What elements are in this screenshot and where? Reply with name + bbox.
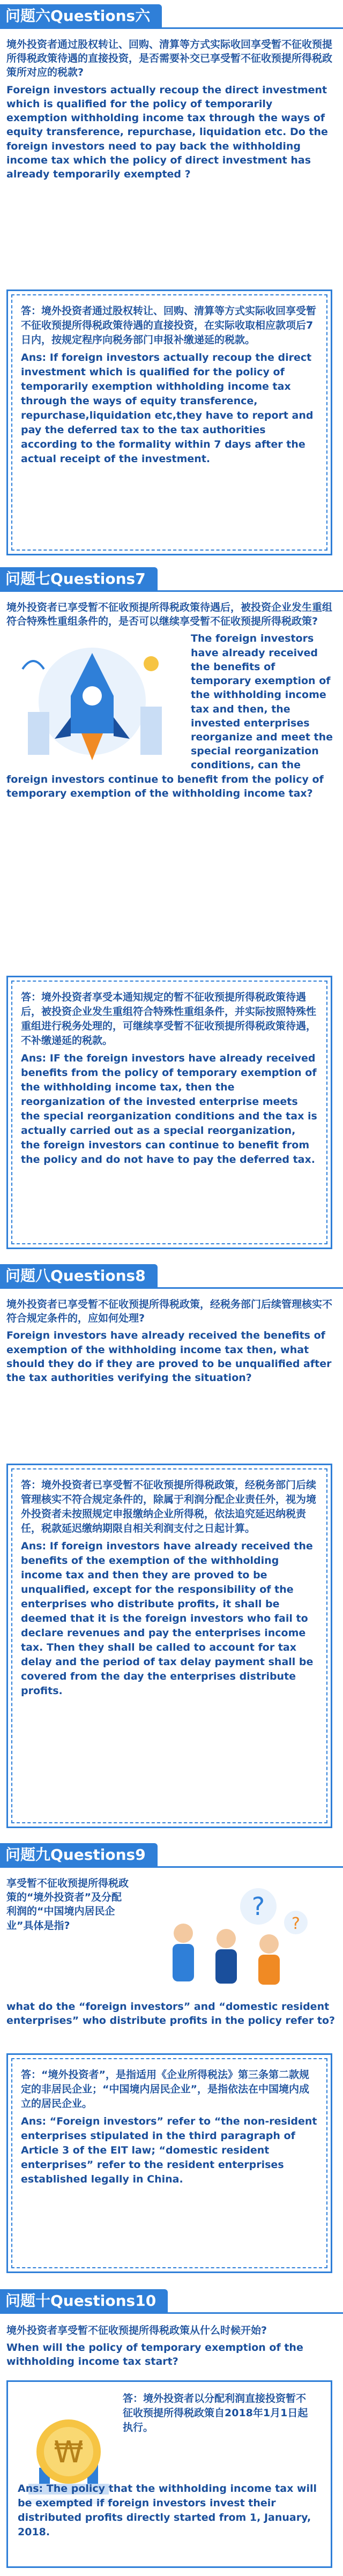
section-header-8: [0, 1260, 343, 1294]
question-10-en: When will the policy of temporary exemption of the withholding income tax start?: [6, 2342, 303, 2368]
answer-8-en: Ans: If foreign investors have already received the benefits of the exemption of the withholding income tax and then they are proved to be unqualified, except for the responsibility of the enterprises who distribute profits, it shall be deemed that it is the foreign investors who fail to declare revenues and pay the enterprises income tax. Then they shall be called to account for tax delay and the period of tax delay payment shall be covered from the day the enterprises distribute profits.: [21, 1540, 314, 1697]
answer-box-6: [6, 289, 332, 555]
question-7: [6, 600, 337, 970]
section-header-9: [0, 1839, 343, 1873]
question-8: [6, 1297, 337, 1385]
section-header-7: [0, 563, 343, 597]
question-9-en: what do the “foreign investors” and “domestic resident enterprises” who distribute profits in the policy refer to?: [6, 2001, 335, 2027]
question-9-cn: 享受暂不征收预提所得税政策的“境外投资者”及分配利润的“中国境内居民企业”具体是指?: [6, 1877, 129, 1932]
answer-box-7: [6, 976, 332, 1249]
rocket-illustration-icon: [6, 632, 183, 766]
section-header-10: [0, 2285, 343, 2319]
answer-10-cn: 答：境外投资者以分配利润直接投资暂不征收预提所得税政策自2018年1月1日起执行。: [123, 2393, 308, 2433]
answer-8-cn: 答：境外投资者已享受暂不征收预提所得税政策，经税务部门后续管理核实不符合规定条件的，除属于利润分配企业责任外，视为境外投资者未按照规定申报缴纳企业所得税，依法追究延迟纳税责任，税款延迟缴纳期限自相关利润支付之日起计算。: [21, 1479, 317, 1534]
answer-9-en: Ans: “Foreign investors” refer to “the non-resident enterprises stipulated in the third paragraph of Article 3 of the EIT law; “domestic resident enterprises” refer to the resident enterprises established legally in China.: [21, 2115, 317, 2185]
question-6-cn: 境外投资者通过股权转让、回购、清算等方式实际收回享受暂不征收预提所得税政策待遇的直接投资，是否需要补交已享受暂不征收预提所得税政策所对应的税款?: [6, 39, 333, 79]
svg-text:?: ?: [292, 1914, 300, 1933]
answer-7-cn: 答：境外投资者享受本通知规定的暂不征收预提所得税政策待遇后，被投资企业发生重组符合特殊性重组条件，并实际按照特殊性重组进行税务处理的，可继续享受暂不征收预提所得税政策待遇，不补缴递延的税款。: [21, 991, 317, 1046]
answer-9-cn: 答：“境外投资者”，是指适用《企业所得税法》第三条第二款规定的非居民企业；“中国境内居民企业”，是指依法在中国境内成立的居民企业。: [21, 2069, 309, 2110]
question-8-cn: 境外投资者已享受暂不征收预提所得税政策，经税务部门后续管理核实不符合规定条件的，应如何处理?: [6, 1298, 333, 1325]
answer-7-en: Ans: IF the foreign investors have already received benefits from the policy of temporary exemption of the withholding income tax, then the reorganization of the invested enterprise meets the special reorganization conditions and the tax is actually carried out as a special reorganization, the foreign investors can continue to benefit from the policy and do not have to pay the deferred tax.: [21, 1052, 317, 1165]
section-title-8: 问题八Questions8: [0, 1264, 158, 1288]
svg-text:?: ?: [251, 1892, 265, 1921]
section-header-6: [0, 0, 343, 34]
section-title-10: 问题十Questions10: [0, 2289, 168, 2313]
section-title-7: 问题七Questions7: [0, 567, 158, 591]
question-9: [6, 2000, 337, 2028]
answer-6-en: Ans: If foreign investors actually recoup the direct investment which is qualified for the policy of temporarily exemption withholding income tax through the ways of equity transference, repurchase,liquidation etc,they have to report and pay the deferred tax to the tax authorities according to the formality within 7 days after the actual receipt of the investment.: [21, 351, 314, 465]
section-title-6: 问题六Questions六: [0, 4, 162, 28]
question-6: [6, 38, 337, 181]
svg-text:₩: ₩: [54, 2435, 84, 2470]
question-9-cn-wrap: [6, 1876, 130, 1933]
answer-box-10: [6, 2380, 332, 2568]
section-title-9: 问题九Questions9: [0, 1843, 158, 1867]
question-10: [6, 2323, 337, 2369]
question-8-en: Foreign investors have already received the benefits of exemption of the withholding income tax then, what should they do if they are proved to be unqualified after the tax authorities verifying the situation?: [6, 1330, 332, 1384]
answer-6-cn: 答：境外投资者通过股权转让、回购、清算等方式实际收回享受暂不征收预提所得税政策待遇的直接投资，在实际收取相应款项后7日内，按规定程序向税务部门申报补缴递延的税款。: [21, 305, 317, 346]
people-illustration-icon: [140, 1874, 333, 1992]
question-7-cn: 境外投资者已享受暂不征收预提所得税政策待遇后，被投资企业发生重组符合特殊性重组条件的，是否可以继续享受暂不征收预提所得税政策?: [6, 602, 333, 628]
question-10-cn: 境外投资者享受暂不征收预提所得税政策从什么时候开始?: [6, 2325, 267, 2336]
question-7-en: The foreign investors have already received the benefits of temporary exemption of the withholding income tax and then, the invested enterprises reorganize and meet the special reorganization conditions, can the foreign investors continue to benefit from the policy of temporary exemption of the withholding income tax?: [6, 633, 333, 799]
answer-box-8: [6, 1464, 332, 1828]
answer-box-9: [6, 2053, 332, 2273]
question-6-en: Foreign investors actually recoup the direct investment which is qualified for the policy of temporarily exemption withholding income tax through the ways of equity transference, repurchase, liquidation etc. Do the foreign investors need to pay back the withholding income tax which the policy of direct investment has already temporarily exempted ?: [6, 84, 328, 180]
answer-10-en: Ans: The policy that the withholding income tax will be exempted if foreign investors invest their distributed profits directly started from 1, January, 2018.: [18, 2483, 317, 2538]
